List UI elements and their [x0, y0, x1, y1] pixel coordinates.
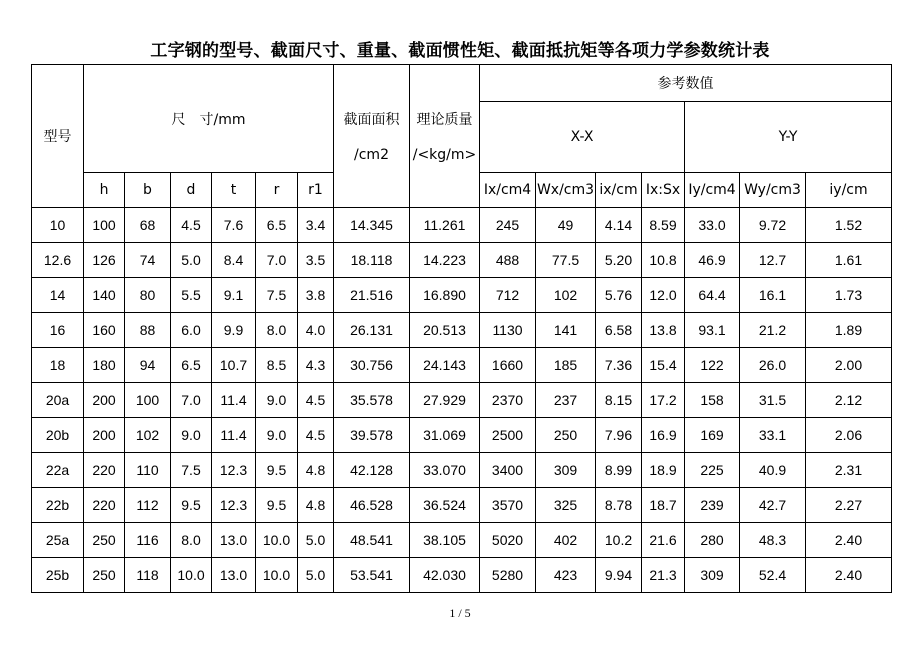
table-cell: 169: [685, 418, 740, 453]
table-row: [32, 383, 892, 418]
table-cell: 5.20: [596, 243, 642, 278]
table-cell: 35.578: [334, 383, 410, 418]
table-cell: 11.261: [410, 208, 480, 243]
table-row: [32, 313, 892, 348]
table-cell: 18.7: [642, 488, 685, 523]
table-cell: 9.5: [256, 488, 298, 523]
table-cell: 423: [536, 558, 596, 593]
table-cell: 4.5: [171, 208, 212, 243]
table-cell: 31.5: [740, 383, 806, 418]
table-cell: 2.00: [806, 348, 892, 383]
table-cell: 94: [125, 348, 171, 383]
table-cell: 25b: [32, 558, 84, 593]
table-cell: 8.0: [171, 523, 212, 558]
header-yy: Y-Y: [685, 102, 892, 173]
table-cell: 18.118: [334, 243, 410, 278]
table-cell: 77.5: [536, 243, 596, 278]
table-cell: 20b: [32, 418, 84, 453]
table-cell: 12.6: [32, 243, 84, 278]
table-cell: 93.1: [685, 313, 740, 348]
table-cell: 8.0: [256, 313, 298, 348]
table-cell: 16.9: [642, 418, 685, 453]
table-cell: 712: [480, 278, 536, 313]
header-yy-col-0: Iy/cm4: [685, 173, 740, 208]
table-cell: 9.72: [740, 208, 806, 243]
table-cell: 122: [685, 348, 740, 383]
table-cell: 46.9: [685, 243, 740, 278]
table-cell: 7.36: [596, 348, 642, 383]
table-cell: 10.0: [171, 558, 212, 593]
table-cell: 5020: [480, 523, 536, 558]
table-cell: 2370: [480, 383, 536, 418]
header-mass-line2: /<kg/m>: [412, 147, 477, 163]
table-cell: 80: [125, 278, 171, 313]
table-cell: 126: [84, 243, 125, 278]
header-yy-col-1: Wy/cm3: [740, 173, 806, 208]
table-cell: 7.0: [171, 383, 212, 418]
table-cell: 140: [84, 278, 125, 313]
table-cell: 5.76: [596, 278, 642, 313]
table-cell: 102: [536, 278, 596, 313]
table-cell: 42.128: [334, 453, 410, 488]
table-cell: 22a: [32, 453, 84, 488]
header-dim-h: h: [84, 173, 125, 208]
table-cell: 100: [84, 208, 125, 243]
header-xx-col-1: Wx/cm3: [536, 173, 596, 208]
header-dim-r1: r1: [298, 173, 334, 208]
header-mass: [410, 65, 480, 208]
table-cell: 3.8: [298, 278, 334, 313]
table-cell: 245: [480, 208, 536, 243]
table-cell: 7.5: [256, 278, 298, 313]
table-cell: 4.8: [298, 488, 334, 523]
table-cell: 2500: [480, 418, 536, 453]
table-cell: 325: [536, 488, 596, 523]
table-cell: 2.40: [806, 523, 892, 558]
table-cell: 16.890: [410, 278, 480, 313]
table-cell: 6.5: [171, 348, 212, 383]
header-dimensions: 尺 寸/mm: [84, 65, 334, 173]
table-cell: 27.929: [410, 383, 480, 418]
table-cell: 13.8: [642, 313, 685, 348]
table-cell: 8.99: [596, 453, 642, 488]
table-cell: 20a: [32, 383, 84, 418]
table-cell: 42.7: [740, 488, 806, 523]
table-cell: 17.2: [642, 383, 685, 418]
table-cell: 1130: [480, 313, 536, 348]
document-title: 工字钢的型号、截面尺寸、重量、截面惯性矩、截面抵抗矩等各项力学参数统计表: [150, 41, 770, 61]
table-cell: 3.5: [298, 243, 334, 278]
table-cell: 200: [84, 383, 125, 418]
table-cell: 18: [32, 348, 84, 383]
header-xx-col-2: ix/cm: [596, 173, 642, 208]
table-cell: 21.6: [642, 523, 685, 558]
table-cell: 46.528: [334, 488, 410, 523]
table-cell: 160: [84, 313, 125, 348]
table-cell: 7.0: [256, 243, 298, 278]
table-cell: 40.9: [740, 453, 806, 488]
table-cell: 33.070: [410, 453, 480, 488]
table-cell: 280: [685, 523, 740, 558]
table-cell: 9.5: [256, 453, 298, 488]
table-cell: 31.069: [410, 418, 480, 453]
table-cell: 13.0: [212, 558, 256, 593]
table-cell: 9.94: [596, 558, 642, 593]
table-cell: 4.5: [298, 383, 334, 418]
table-cell: 9.0: [256, 383, 298, 418]
table-cell: 12.3: [212, 488, 256, 523]
table-cell: 10.0: [256, 558, 298, 593]
table-cell: 185: [536, 348, 596, 383]
table-cell: 5280: [480, 558, 536, 593]
table-cell: 12.3: [212, 453, 256, 488]
table-cell: 68: [125, 208, 171, 243]
table-cell: 21.2: [740, 313, 806, 348]
table-cell: 10: [32, 208, 84, 243]
table-cell: 16.1: [740, 278, 806, 313]
table-cell: 11.4: [212, 383, 256, 418]
table-cell: 2.31: [806, 453, 892, 488]
table-row: [32, 558, 892, 593]
table-cell: 2.06: [806, 418, 892, 453]
table-cell: 158: [685, 383, 740, 418]
table-cell: 1.89: [806, 313, 892, 348]
table-row: [32, 208, 892, 243]
table-cell: 49: [536, 208, 596, 243]
table-cell: 4.0: [298, 313, 334, 348]
table-cell: 118: [125, 558, 171, 593]
table-cell: 220: [84, 488, 125, 523]
table-cell: 52.4: [740, 558, 806, 593]
table-cell: 8.4: [212, 243, 256, 278]
table-cell: 33.1: [740, 418, 806, 453]
table-cell: 5.0: [298, 523, 334, 558]
table-cell: 14.345: [334, 208, 410, 243]
table-cell: 488: [480, 243, 536, 278]
table-cell: 100: [125, 383, 171, 418]
table-row: [32, 243, 892, 278]
table-cell: 48.541: [334, 523, 410, 558]
table-cell: 15.4: [642, 348, 685, 383]
table-cell: 5.0: [298, 558, 334, 593]
table-cell: 10.2: [596, 523, 642, 558]
table-cell: 1660: [480, 348, 536, 383]
table-cell: 21.3: [642, 558, 685, 593]
table-cell: 7.96: [596, 418, 642, 453]
table-cell: 36.524: [410, 488, 480, 523]
table-cell: 26.0: [740, 348, 806, 383]
header-dim-d: d: [171, 173, 212, 208]
table-cell: 2.27: [806, 488, 892, 523]
steel-parameters-table: [31, 64, 892, 593]
table-cell: 250: [536, 418, 596, 453]
table-cell: 3570: [480, 488, 536, 523]
table-body: [32, 208, 892, 593]
table-cell: 180: [84, 348, 125, 383]
table-cell: 309: [685, 558, 740, 593]
table-cell: 38.105: [410, 523, 480, 558]
table-cell: 5.5: [171, 278, 212, 313]
table-cell: 48.3: [740, 523, 806, 558]
table-cell: 250: [84, 523, 125, 558]
table-cell: 4.3: [298, 348, 334, 383]
table-cell: 74: [125, 243, 171, 278]
header-dim-b: b: [125, 173, 171, 208]
table-cell: 5.0: [171, 243, 212, 278]
table-cell: 88: [125, 313, 171, 348]
table-cell: 1.73: [806, 278, 892, 313]
header-yy-col-2: iy/cm: [806, 173, 892, 208]
table-row: [32, 488, 892, 523]
table-cell: 7.6: [212, 208, 256, 243]
header-dim-t: t: [212, 173, 256, 208]
table-cell: 25a: [32, 523, 84, 558]
table-cell: 116: [125, 523, 171, 558]
table-row: [32, 418, 892, 453]
table-row: [32, 453, 892, 488]
header-dim-r: r: [256, 173, 298, 208]
table-cell: 225: [685, 453, 740, 488]
table-cell: 21.516: [334, 278, 410, 313]
table-cell: 1.52: [806, 208, 892, 243]
table-cell: 402: [536, 523, 596, 558]
header-row-1: [32, 65, 892, 102]
header-mass-line1: 理论质量: [416, 112, 473, 128]
header-area: [334, 65, 410, 208]
table-cell: 200: [84, 418, 125, 453]
header-area-line1: 截面面积: [343, 112, 400, 128]
header-xx: X-X: [480, 102, 685, 173]
header-model: 型号: [32, 65, 84, 208]
table-cell: 4.14: [596, 208, 642, 243]
table-cell: 112: [125, 488, 171, 523]
table-cell: 30.756: [334, 348, 410, 383]
table-cell: 13.0: [212, 523, 256, 558]
table-cell: 53.541: [334, 558, 410, 593]
table-cell: 141: [536, 313, 596, 348]
table-cell: 4.8: [298, 453, 334, 488]
table-cell: 239: [685, 488, 740, 523]
table-cell: 3.4: [298, 208, 334, 243]
table-cell: 39.578: [334, 418, 410, 453]
table-cell: 8.78: [596, 488, 642, 523]
table-cell: 9.5: [171, 488, 212, 523]
table-cell: 237: [536, 383, 596, 418]
header-xx-col-0: Ix/cm4: [480, 173, 536, 208]
table-cell: 250: [84, 558, 125, 593]
page-number: 1 / 5: [449, 606, 471, 620]
table-cell: 24.143: [410, 348, 480, 383]
table-cell: 220: [84, 453, 125, 488]
table-cell: 8.15: [596, 383, 642, 418]
table-cell: 8.59: [642, 208, 685, 243]
table-cell: 2.12: [806, 383, 892, 418]
table-cell: 10.0: [256, 523, 298, 558]
header-reference: 参考数值: [480, 65, 892, 102]
table-cell: 14.223: [410, 243, 480, 278]
table-cell: 6.0: [171, 313, 212, 348]
header-xx-col-3: Ix:Sx: [642, 173, 685, 208]
table-cell: 9.9: [212, 313, 256, 348]
table-row: [32, 523, 892, 558]
table-cell: 3400: [480, 453, 536, 488]
table-cell: 4.5: [298, 418, 334, 453]
table-cell: 9.0: [171, 418, 212, 453]
table-cell: 309: [536, 453, 596, 488]
table-cell: 10.8: [642, 243, 685, 278]
table-cell: 9.0: [256, 418, 298, 453]
table-cell: 22b: [32, 488, 84, 523]
table-cell: 6.5: [256, 208, 298, 243]
table-cell: 2.40: [806, 558, 892, 593]
table-cell: 42.030: [410, 558, 480, 593]
table-cell: 20.513: [410, 313, 480, 348]
table-cell: 10.7: [212, 348, 256, 383]
table-row: [32, 348, 892, 383]
table-cell: 9.1: [212, 278, 256, 313]
table-cell: 12.0: [642, 278, 685, 313]
table-cell: 102: [125, 418, 171, 453]
table-cell: 7.5: [171, 453, 212, 488]
table-cell: 16: [32, 313, 84, 348]
table-cell: 8.5: [256, 348, 298, 383]
table-cell: 110: [125, 453, 171, 488]
table-row: [32, 278, 892, 313]
table-cell: 26.131: [334, 313, 410, 348]
header-area-line2: /cm2: [354, 147, 389, 163]
table-cell: 11.4: [212, 418, 256, 453]
table-cell: 64.4: [685, 278, 740, 313]
table-cell: 6.58: [596, 313, 642, 348]
table-cell: 33.0: [685, 208, 740, 243]
table-cell: 18.9: [642, 453, 685, 488]
table-cell: 12.7: [740, 243, 806, 278]
table-cell: 14: [32, 278, 84, 313]
table-cell: 1.61: [806, 243, 892, 278]
